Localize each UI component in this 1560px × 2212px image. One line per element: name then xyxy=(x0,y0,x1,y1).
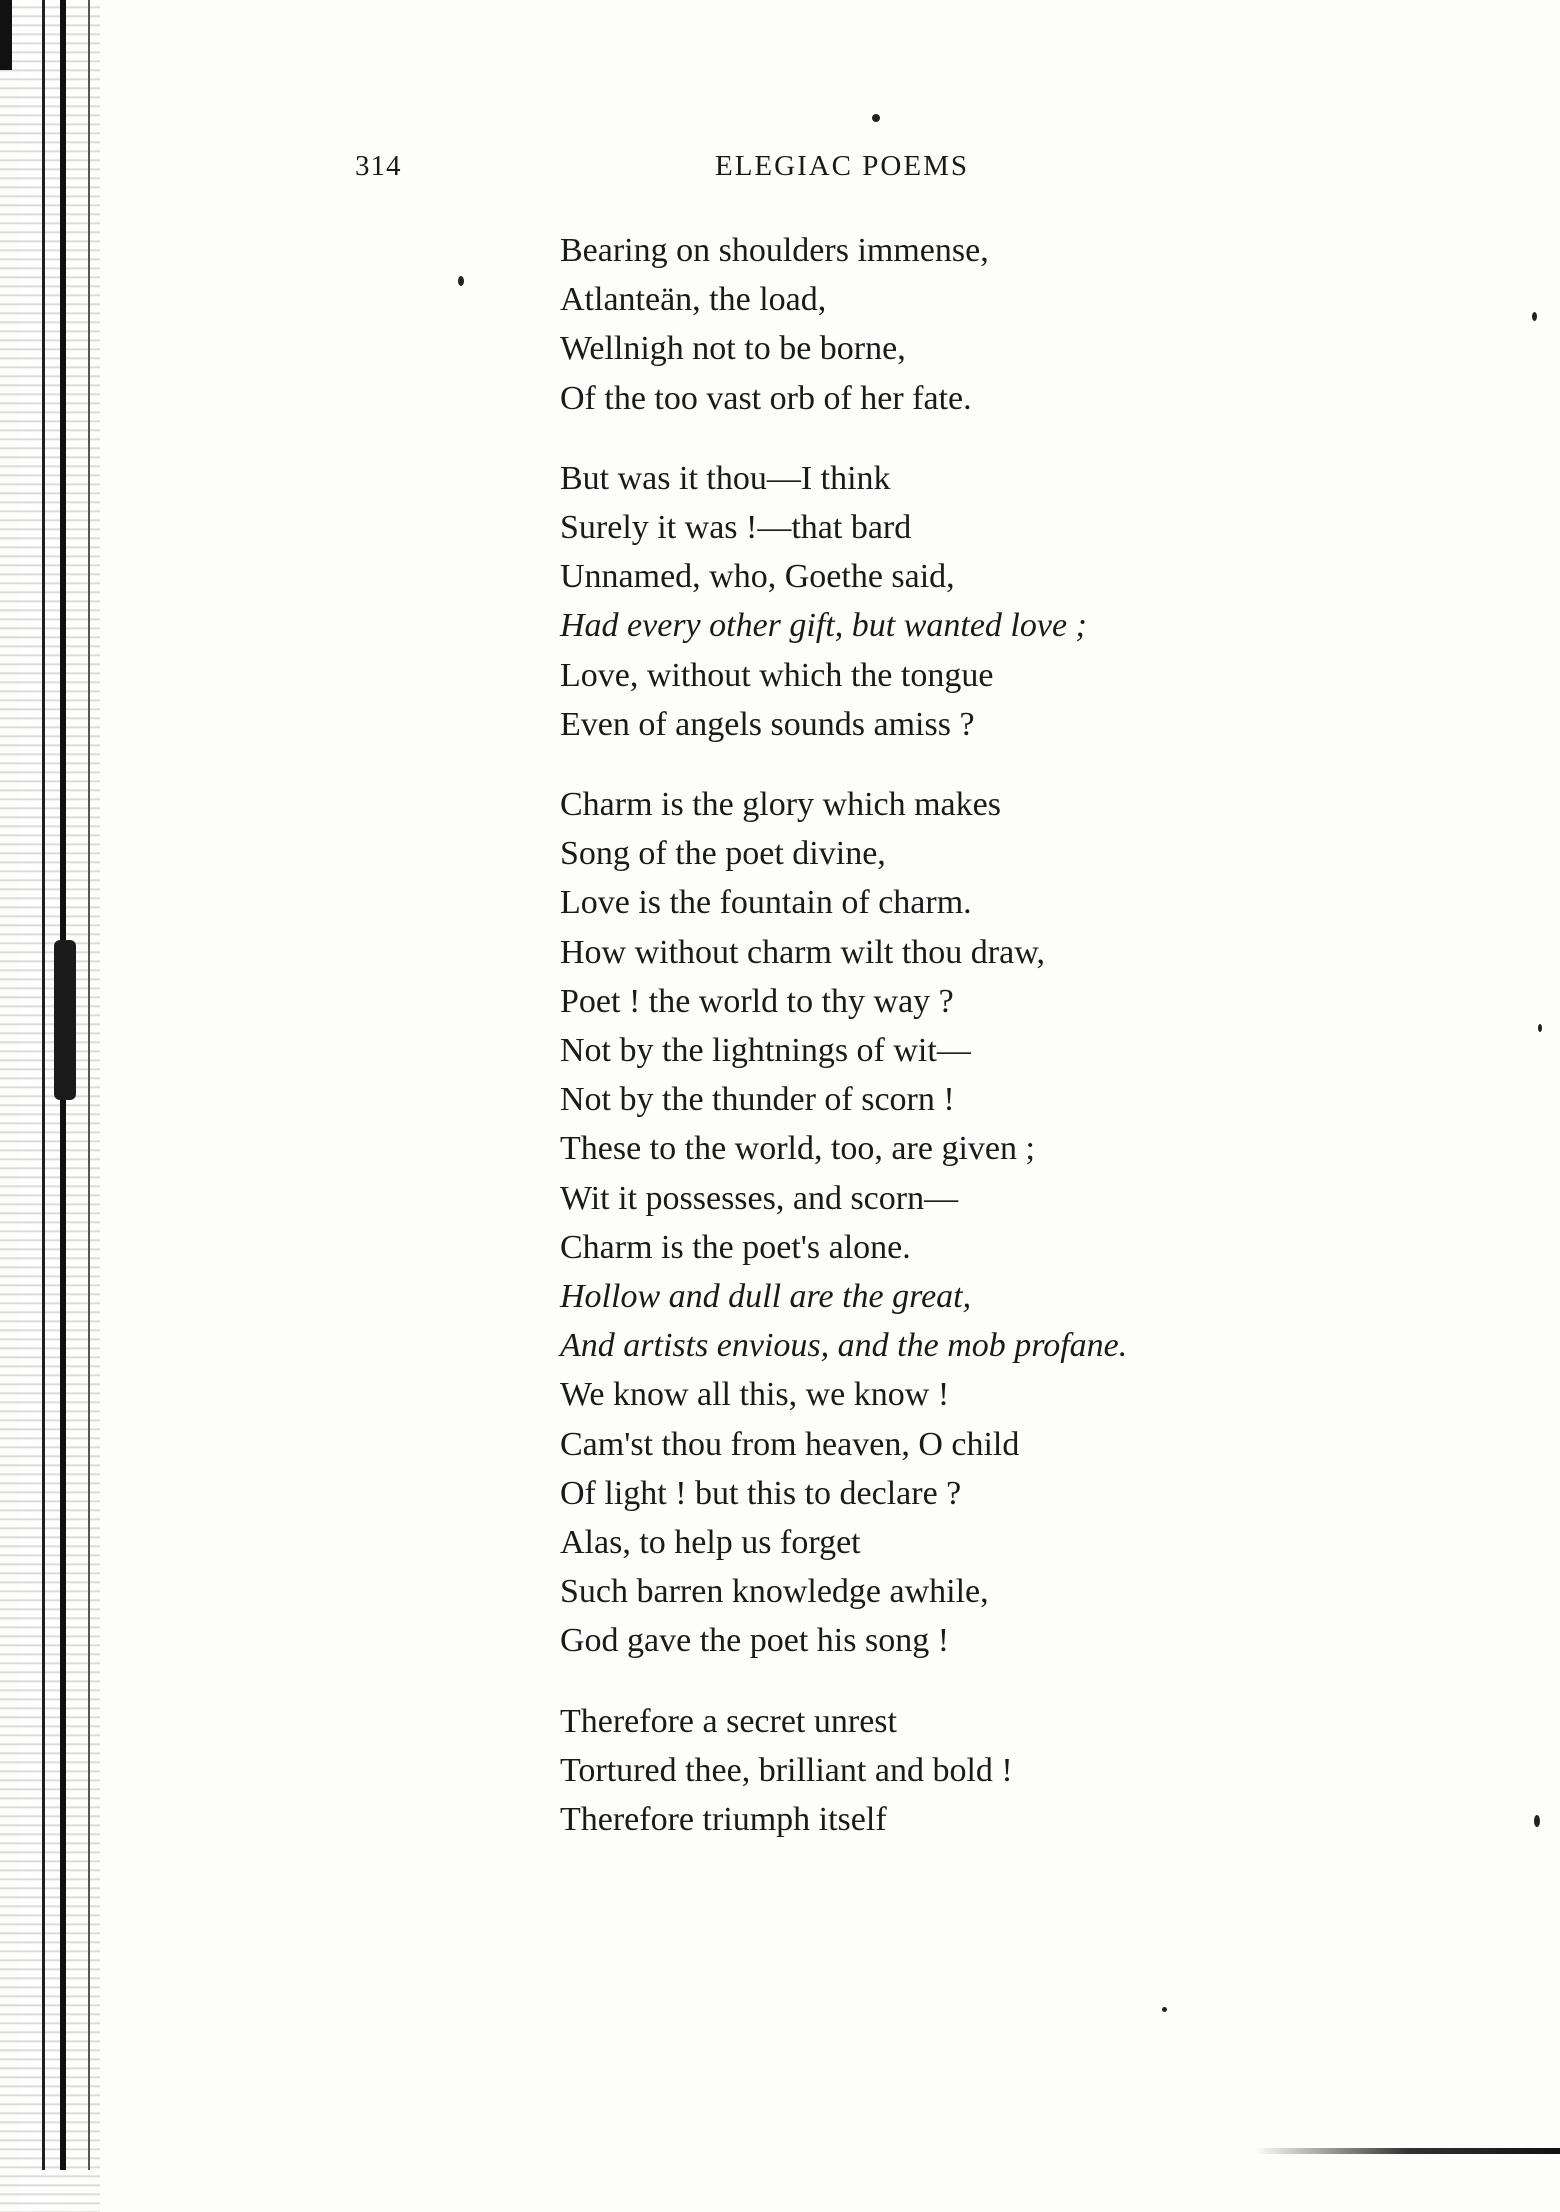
poem-line: Cam'st thou from heaven, O child xyxy=(560,1425,1020,1463)
poem-line: Poet ! the world to thy way ? xyxy=(560,982,954,1020)
poem-line: Charm is the poet's alone. xyxy=(560,1228,911,1266)
poem-line: Of light ! but this to declare ? xyxy=(560,1474,962,1512)
poem-line: Of the too vast orb of her fate. xyxy=(560,379,972,417)
poem-line: Atlanteän, the load, xyxy=(560,281,827,319)
binding-line xyxy=(88,0,90,2170)
binding-mark xyxy=(0,0,12,70)
poem-line: Bearing on shoulders immense, xyxy=(560,232,989,269)
poem-line: Love is the fountain of charm. xyxy=(560,884,972,922)
poem-line: We know all this, we know ! xyxy=(560,1376,950,1414)
poem-line: Surely it was !—that bard xyxy=(560,509,912,547)
poem-line: How without charm wilt thou draw, xyxy=(560,933,1046,971)
poem-line: Therefore triumph itself xyxy=(560,1801,887,1839)
binding-line xyxy=(42,0,45,2170)
stanza xyxy=(560,780,1360,1666)
ink-speck xyxy=(872,114,880,122)
page-number: 314 xyxy=(355,150,402,182)
poem-line: Not by the lightnings of wit— xyxy=(560,1032,971,1070)
poem-line: Hollow and dull are the great, xyxy=(560,1278,972,1316)
poem-text xyxy=(560,226,1360,1875)
ink-speck xyxy=(1534,1815,1540,1827)
poem-line: Charm is the glory which makes xyxy=(560,786,1001,824)
poem-line: Wit it possesses, and scorn— xyxy=(560,1179,959,1217)
poem-line: Therefore a secret unrest xyxy=(560,1702,897,1740)
ink-speck xyxy=(458,276,464,286)
poem-line: God gave the poet his song ! xyxy=(560,1622,950,1660)
poem-line: Unnamed, who, Goethe said, xyxy=(560,558,955,596)
poem-line: Love, without which the tongue xyxy=(560,656,994,694)
page-edge-shadow xyxy=(1255,2148,1560,2154)
binding-edge xyxy=(0,0,100,2212)
ink-speck xyxy=(1162,2007,1167,2012)
running-head xyxy=(355,150,1255,190)
ink-speck xyxy=(1532,312,1537,321)
poem-line: Not by the thunder of scorn ! xyxy=(560,1081,955,1119)
stanza xyxy=(560,454,1360,749)
poem-line: Song of the poet divine, xyxy=(560,835,886,873)
poem-line: Alas, to help us forget xyxy=(560,1524,861,1562)
binding-shadow xyxy=(54,940,76,1100)
poem-line: Even of angels sounds amiss ? xyxy=(560,705,975,743)
poem-line: Tortured thee, brilliant and bold ! xyxy=(560,1751,1013,1789)
stanza xyxy=(560,226,1360,423)
ink-speck xyxy=(1538,1024,1542,1032)
poem-line: Such barren knowledge awhile, xyxy=(560,1573,989,1611)
stanza xyxy=(560,1697,1360,1845)
poem-line: These to the world, too, are given ; xyxy=(560,1130,1035,1168)
poem-line: Wellnigh not to be borne, xyxy=(560,330,906,368)
poem-line: Had every other gift, but wanted love ; xyxy=(560,607,1087,645)
poem-line: And artists envious, and the mob profane. xyxy=(560,1327,1128,1365)
running-title: ELEGIAC POEMS xyxy=(715,150,969,182)
poem-line: But was it thou—I think xyxy=(560,459,891,497)
